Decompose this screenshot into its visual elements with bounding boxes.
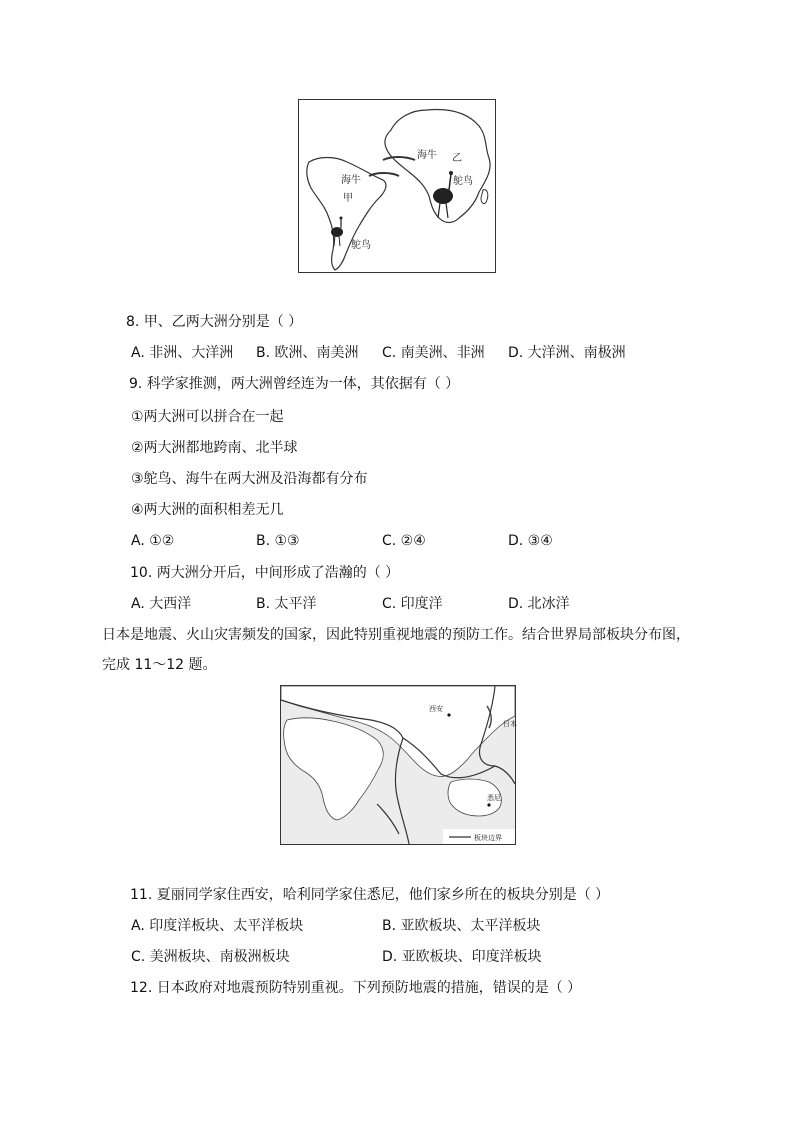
legend-plate-boundary: 板块边界 [474, 834, 502, 842]
label-yi: 乙 [452, 153, 462, 164]
q12-stem: 12. 日本政府对地震预防特别重视。下列预防地震的措施，错误的是（ ） [130, 980, 582, 996]
q9-item-1: ①两大洲可以拼合在一起 [131, 409, 284, 425]
label-xian: 西安 [429, 705, 443, 713]
q8-option-d[interactable]: D. 大洋洲、南极洲 [508, 345, 626, 361]
q9-option-a[interactable]: A. ①② [131, 533, 175, 549]
continent-map [298, 99, 496, 273]
q8-option-b[interactable]: B. 欧洲、南美洲 [256, 345, 359, 361]
q9-item-2: ②两大洲都地跨南、北半球 [131, 440, 298, 456]
label-tuoniao-b: 鸵鸟 [453, 176, 473, 187]
label-hainiu-b: 海牛 [417, 150, 437, 161]
q9-stem: 9. 科学家推测，两大洲曾经连为一体，其依据有（ ） [129, 376, 460, 392]
q9-item-3: ③鸵鸟、海牛在两大洲及沿海都有分布 [131, 471, 368, 487]
q11-option-a[interactable]: A. 印度洋板块、太平洋板块 [131, 918, 304, 934]
label-tuoniao-a: 鸵鸟 [351, 240, 371, 251]
intro-line-2: 完成 11～12 题。 [102, 657, 217, 673]
q11-option-c[interactable]: C. 美洲板块、南极洲板块 [131, 949, 290, 965]
q10-option-c[interactable]: C. 印度洋 [382, 596, 443, 612]
q9-option-c[interactable]: C. ②④ [382, 533, 426, 549]
q8-stem: 8. 甲、乙两大洲分别是（ ） [126, 314, 303, 330]
intro-line-1: 日本是地震、火山灾害频发的国家，因此特别重视地震的预防工作。结合世界局部板块分布图， [102, 627, 690, 643]
q10-option-b[interactable]: B. 太平洋 [256, 596, 317, 612]
q9-option-b[interactable]: B. ①③ [256, 533, 300, 549]
africa-shape [385, 110, 490, 223]
label-sydney: 悉尼 [487, 794, 501, 802]
q11-stem: 11. 夏丽同学家住西安，哈利同学家住悉尼，他们家乡所在的板块分别是（ ） [130, 887, 610, 903]
q9-item-4: ④两大洲的面积相差无几 [131, 502, 284, 518]
q9-option-d[interactable]: D. ③④ [508, 533, 553, 549]
label-jia: 甲 [343, 193, 353, 204]
label-japan: 日本 [503, 720, 517, 728]
q11-option-b[interactable]: B. 亚欧板块、太平洋板块 [382, 918, 541, 934]
q8-option-a[interactable]: A. 非洲、大洋洲 [131, 345, 234, 361]
madagascar-shape [481, 190, 488, 204]
q10-stem: 10. 两大洲分开后，中间形成了浩瀚的（ ） [130, 565, 400, 581]
label-hainiu-a: 海牛 [341, 175, 361, 186]
q8-option-c[interactable]: C. 南美洲、非洲 [382, 345, 485, 361]
q10-option-a[interactable]: A. 大西洋 [131, 596, 192, 612]
q11-option-d[interactable]: D. 亚欧板块、印度洋板块 [382, 949, 542, 965]
q10-option-d[interactable]: D. 北冰洋 [508, 596, 570, 612]
plate-map [280, 685, 516, 845]
